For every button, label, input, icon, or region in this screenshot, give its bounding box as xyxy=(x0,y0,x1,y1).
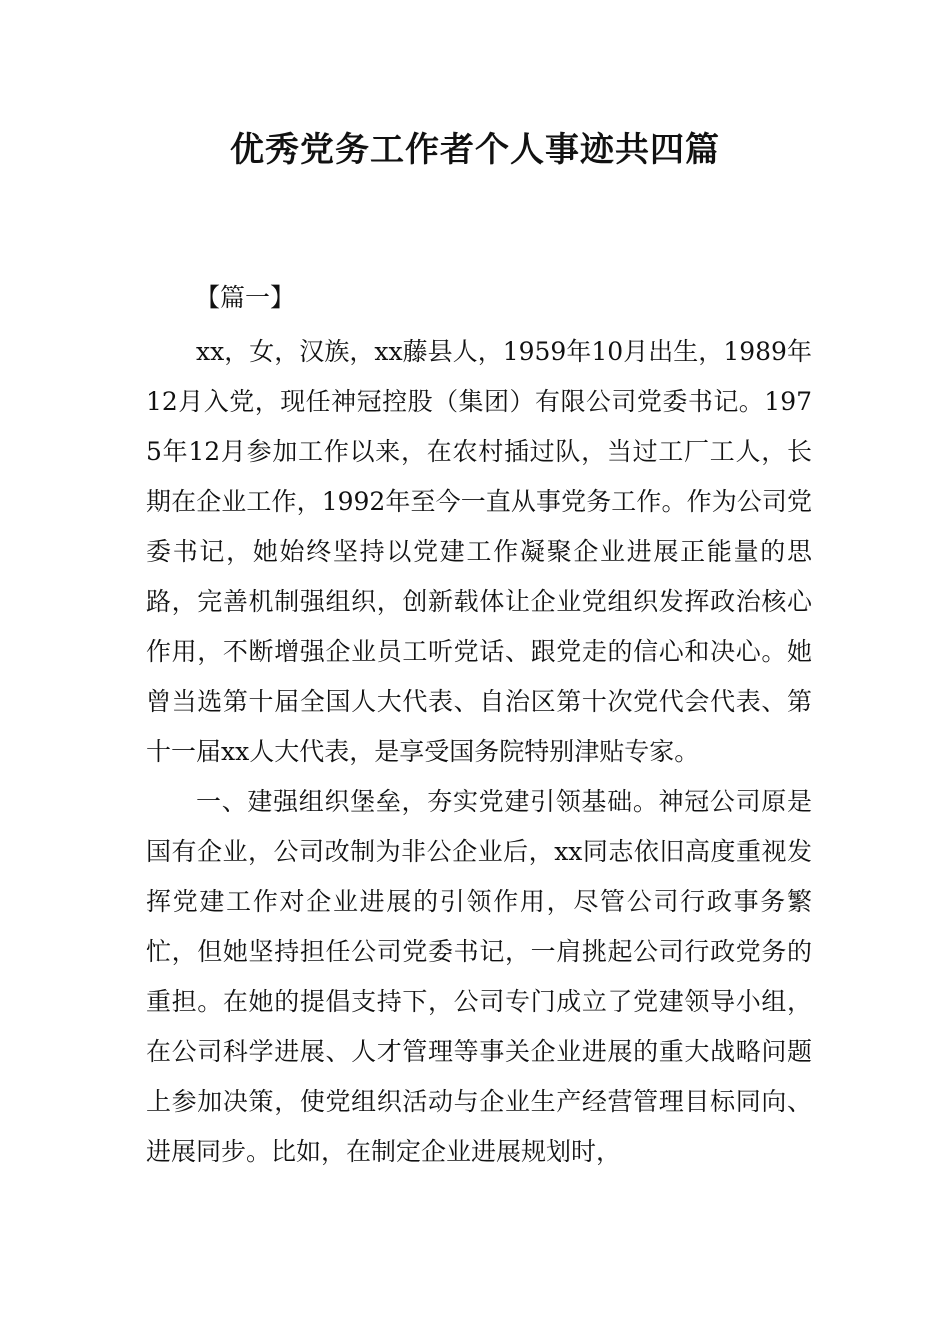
section-label: 【篇一】 xyxy=(195,283,296,312)
document-title: 优秀党务工作者个人事迹共四篇 xyxy=(230,130,720,170)
document-body xyxy=(146,327,812,1177)
paragraph: xx，女，汉族，xx藤县人，1959年10月出生，1989年12月入党，现任神冠控股（集团）有限公司党委书记。1975年12月参加工作以来，在农村插过队，当过工厂工人，长期在企业工作，1992年至今一直从事党务工作。作为公司党委书记，她始终坚持以党建工作凝聚企业进展正能量的思路，完善机制强组织，创新载体让企业党组织发挥政治核心作用，不断增强企业员工听党话、跟党走的信心和决心。她曾当选第十届全国人大代表、自治区第十次党代会代表、第十一届xx人大代表，是享受国务院特别津贴专家。 xyxy=(146,337,812,766)
paragraph: 一、建强组织堡垒，夯实党建引领基础。神冠公司原是国有企业，公司改制为非公企业后，xx同志依旧高度重视发挥党建工作对企业进展的引领作用，尽管公司行政事务繁忙，但她坚持担任公司党委书记，一肩挑起公司行政党务的重担。在她的提倡支持下，公司专门成立了党建领导小组，在公司科学进展、人才管理等事关企业进展的重大战略问题上参加决策，使党组织活动与企业生产经营管理目标同向、进展同步。比如，在制定企业进展规划时， xyxy=(146,787,812,1166)
